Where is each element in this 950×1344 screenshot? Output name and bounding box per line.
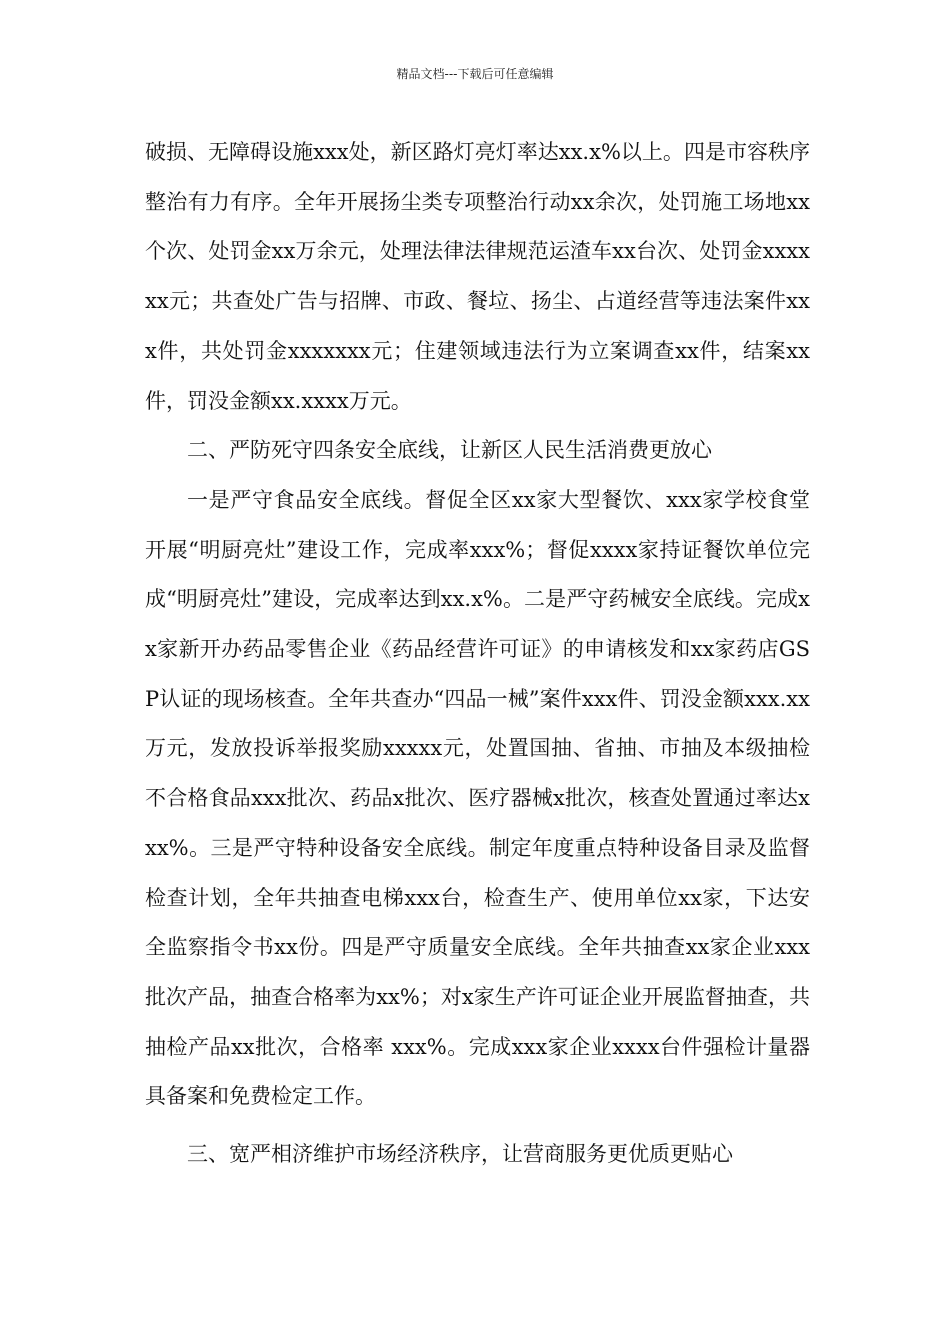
- page-header: 精品文档---下载后可任意编辑: [396, 67, 554, 81]
- document-body: [145, 128, 810, 1180]
- paragraph-safety-lines: 一是严守食品安全底线。督促全区xx家大型餐饮、xxx家学校食堂开展“明厨亮灶”建设工作，完成率xxx%；督促xxxx家持证餐饮单位完成“明厨亮灶”建设，完成率达到xx.x%。二是严守药械安全底线。完成xx家新开办药品零售企业《药品经营许可证》的申请核发和xx家药店GSP认证的现场核查。全年共查办“四品一械”案件xxx件、罚没金额xxx.xx万元，发放投诉举报奖励xxxxx元，处置国抽、省抽、市抽及本级抽检不合格食品xxx批次、药品x批次、医疗器械x批次，核查处置通过率达xxx%。三是严守特种设备安全底线。制定年度重点特种设备目录及监督检查计划，全年共抽查电梯xxx台，检查生产、使用单位xx家，下达安全监察指令书xx份。四是严守质量安全底线。全年共抽查xx家企业xxx批次产品，抽查合格率为xx%；对x家生产许可证企业开展监督抽查，共抽检产品xx批次，合格率 xxx%。完成xxx家企业xxxx台件强检计量器具备案和免费检定工作。: [145, 487, 810, 1109]
- section-heading-2: 二、严防死守四条安全底线，让新区人民生活消费更放心: [187, 438, 712, 463]
- paragraph-continuation: 破损、无障碍设施xxx处，新区路灯亮灯率达xx.x%以上。四是市容秩序整治有力有序。全年开展扬尘类专项整治行动xx余次，处罚施工场地xx个次、处罚金xx万余元，处理法律法律规范运渣车xx台次、处罚金xxxxxx元；共查处广告与招牌、市政、餐垃、扬尘、占道经营等违法案件xxx件，共处罚金xxxxxxx元；住建领域违法行为立案调查xx件，结案xx件，罚没金额xx.xxxx万元。: [145, 140, 810, 413]
- section-heading-3: 三、宽严相济维护市场经济秩序，让营商服务更优质更贴心: [187, 1142, 733, 1167]
